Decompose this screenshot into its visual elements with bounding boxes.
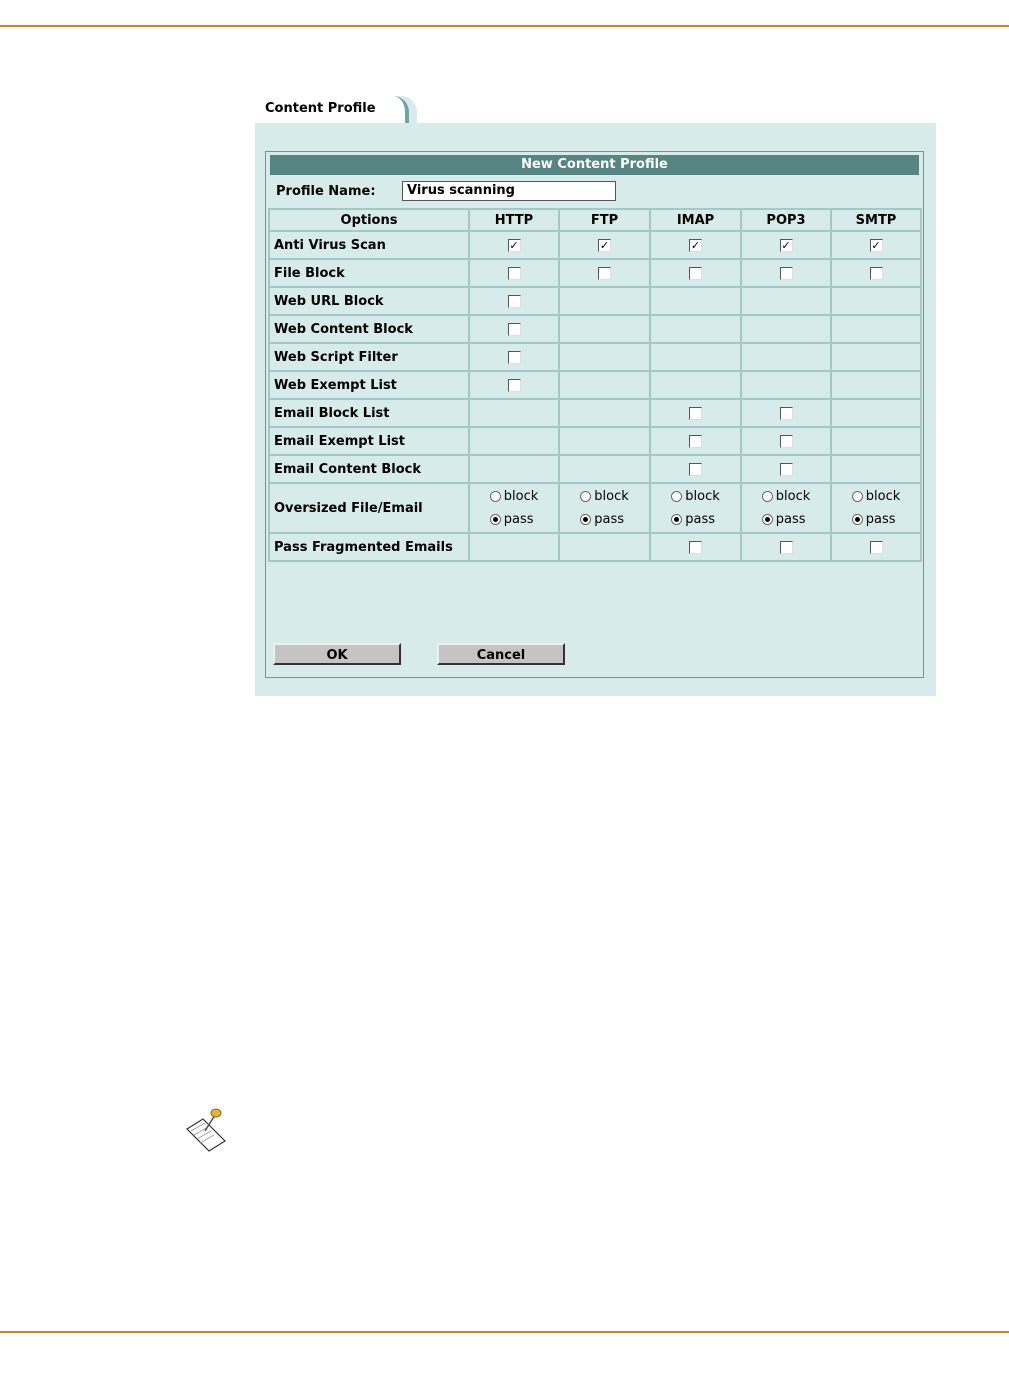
cell-pop3: [741, 483, 831, 533]
oversized-radio-group: [852, 485, 901, 531]
cell-imap: [650, 343, 741, 371]
cell-http: [469, 287, 559, 315]
cell-smtp: [831, 231, 921, 259]
cell-imap: [650, 427, 741, 455]
checkbox[interactable]: [870, 541, 883, 554]
radio-block-label: block: [865, 489, 901, 504]
cell-http: [469, 483, 559, 533]
radio-pass[interactable]: [490, 514, 501, 525]
radio-pass[interactable]: [580, 514, 591, 525]
cell-ftp: [559, 259, 650, 287]
radio-block-label: block: [775, 489, 811, 504]
checkbox[interactable]: [689, 541, 702, 554]
checkbox[interactable]: [508, 379, 521, 392]
checkbox[interactable]: ✓: [871, 238, 881, 252]
cell-http: [469, 343, 559, 371]
table-row: [269, 287, 921, 315]
options-table: [268, 208, 922, 562]
column-header: SMTP: [831, 209, 921, 231]
radio-block-option[interactable]: [490, 485, 539, 508]
oversized-radio-group: [580, 485, 629, 531]
cell-pop3: [741, 371, 831, 399]
radio-block-option[interactable]: [671, 485, 720, 508]
radio-pass-option[interactable]: [580, 508, 629, 531]
table-row: [269, 455, 921, 483]
table-row: [269, 315, 921, 343]
tab-label: Content Profile: [265, 101, 376, 116]
radio-block-label: block: [594, 489, 629, 504]
cell-imap: [650, 371, 741, 399]
cell-http: [469, 455, 559, 483]
cell-http: [469, 315, 559, 343]
column-header: Options: [269, 209, 469, 231]
cell-imap: [650, 533, 741, 561]
cell-http: [469, 399, 559, 427]
oversized-radio-group: [490, 485, 539, 531]
checkbox[interactable]: [780, 407, 793, 420]
radio-pass[interactable]: [671, 514, 682, 525]
option-label: Email Exempt List: [269, 427, 469, 455]
content-profile-tab[interactable]: [255, 96, 417, 123]
cell-ftp: [559, 315, 650, 343]
checkbox[interactable]: [689, 267, 702, 280]
radio-block[interactable]: [852, 491, 863, 502]
cell-pop3: [741, 259, 831, 287]
radio-block-option[interactable]: [580, 485, 629, 508]
radio-block-option[interactable]: [762, 485, 811, 508]
cell-smtp: [831, 343, 921, 371]
checkbox[interactable]: ✓: [599, 238, 610, 252]
cell-imap: [650, 483, 741, 533]
cell-pop3: [741, 427, 831, 455]
radio-pass-label: pass: [503, 512, 534, 527]
content-panel: [255, 123, 936, 696]
cell-imap: [650, 231, 741, 259]
cell-smtp: [831, 315, 921, 343]
radio-block[interactable]: [762, 491, 773, 502]
radio-pass-label: pass: [594, 512, 625, 527]
cell-pop3: [741, 399, 831, 427]
cell-smtp: [831, 455, 921, 483]
radio-pass-option[interactable]: [490, 508, 539, 531]
top-rule: [0, 25, 1009, 27]
checkbox[interactable]: [689, 407, 702, 420]
profile-name-label: Profile Name:: [276, 184, 376, 199]
radio-pass-label: pass: [775, 512, 806, 527]
profile-name-input[interactable]: [402, 181, 616, 201]
cell-ftp: [559, 483, 650, 533]
radio-block[interactable]: [580, 491, 591, 502]
oversized-radio-group: [671, 485, 720, 531]
cell-smtp: [831, 399, 921, 427]
cell-imap: [650, 315, 741, 343]
form-header: New Content Profile: [270, 155, 919, 175]
column-header: FTP: [559, 209, 650, 231]
table-row: [269, 399, 921, 427]
cell-ftp: [559, 231, 650, 259]
radio-pass[interactable]: [762, 514, 773, 525]
cell-smtp: [831, 483, 921, 533]
table-body: [269, 231, 921, 561]
cell-http: [469, 231, 559, 259]
table-row: [269, 483, 921, 533]
checkbox[interactable]: [689, 435, 702, 448]
cell-ftp: [559, 371, 650, 399]
cell-smtp: [831, 371, 921, 399]
table-row: [269, 343, 921, 371]
cell-imap: [650, 455, 741, 483]
table-row: [269, 231, 921, 259]
option-label: Web Content Block: [269, 315, 469, 343]
option-label: Email Block List: [269, 399, 469, 427]
option-label: Web Script Filter: [269, 343, 469, 371]
cell-pop3: [741, 533, 831, 561]
ok-button[interactable]: OK: [273, 643, 401, 665]
cell-pop3: [741, 343, 831, 371]
cell-http: [469, 259, 559, 287]
cancel-button[interactable]: Cancel: [437, 643, 565, 665]
radio-block-label: block: [685, 489, 720, 504]
table-row: [269, 259, 921, 287]
cell-smtp: [831, 427, 921, 455]
option-label: Anti Virus Scan: [269, 231, 469, 259]
cell-ftp: [559, 343, 650, 371]
cell-smtp: [831, 259, 921, 287]
cell-ftp: [559, 455, 650, 483]
table-row: [269, 533, 921, 561]
cell-imap: [650, 259, 741, 287]
table-header-row: [269, 209, 921, 231]
column-header: HTTP: [469, 209, 559, 231]
cell-pop3: [741, 287, 831, 315]
radio-pass[interactable]: [852, 514, 863, 525]
option-label: Pass Fragmented Emails: [269, 533, 469, 561]
radio-block[interactable]: [671, 491, 682, 502]
radio-pass-option[interactable]: [852, 508, 901, 531]
checkbox[interactable]: [598, 267, 611, 280]
option-label: Email Content Block: [269, 455, 469, 483]
radio-block[interactable]: [490, 491, 501, 502]
column-header: IMAP: [650, 209, 741, 231]
checkbox[interactable]: [508, 295, 521, 308]
cell-http: [469, 371, 559, 399]
cell-ftp: [559, 533, 650, 561]
cell-pop3: [741, 231, 831, 259]
checkbox[interactable]: ✓: [509, 238, 519, 252]
checkbox[interactable]: [780, 435, 793, 448]
checkbox[interactable]: [780, 267, 793, 280]
cell-ftp: [559, 399, 650, 427]
checkbox[interactable]: ✓: [781, 238, 791, 252]
oversized-radio-group: [762, 485, 811, 531]
cell-ftp: [559, 427, 650, 455]
table-row: [269, 427, 921, 455]
table-row: [269, 371, 921, 399]
bottom-rule: [0, 1331, 1009, 1333]
radio-block-option[interactable]: [852, 485, 901, 508]
radio-pass-label: pass: [685, 512, 716, 527]
checkbox[interactable]: [508, 267, 521, 280]
option-label: Web URL Block: [269, 287, 469, 315]
cell-smtp: [831, 533, 921, 561]
radio-block-label: block: [503, 489, 539, 504]
checkbox[interactable]: [780, 463, 793, 476]
radio-pass-option[interactable]: [762, 508, 811, 531]
option-label: Web Exempt List: [269, 371, 469, 399]
option-label: File Block: [269, 259, 469, 287]
checkbox[interactable]: [508, 323, 521, 336]
checkbox[interactable]: [780, 541, 793, 554]
checkbox[interactable]: [870, 267, 883, 280]
note-icon: [181, 1105, 231, 1155]
checkbox[interactable]: [508, 351, 521, 364]
cell-smtp: [831, 287, 921, 315]
checkbox[interactable]: ✓: [690, 238, 701, 252]
cell-http: [469, 427, 559, 455]
checkbox[interactable]: [689, 463, 702, 476]
radio-pass-label: pass: [865, 512, 896, 527]
column-header: POP3: [741, 209, 831, 231]
cell-http: [469, 533, 559, 561]
cell-ftp: [559, 287, 650, 315]
option-label: Oversized File/Email: [269, 483, 469, 533]
new-content-profile-form: [265, 151, 924, 678]
cell-pop3: [741, 455, 831, 483]
cell-imap: [650, 399, 741, 427]
cell-imap: [650, 287, 741, 315]
radio-pass-option[interactable]: [671, 508, 720, 531]
cell-pop3: [741, 315, 831, 343]
